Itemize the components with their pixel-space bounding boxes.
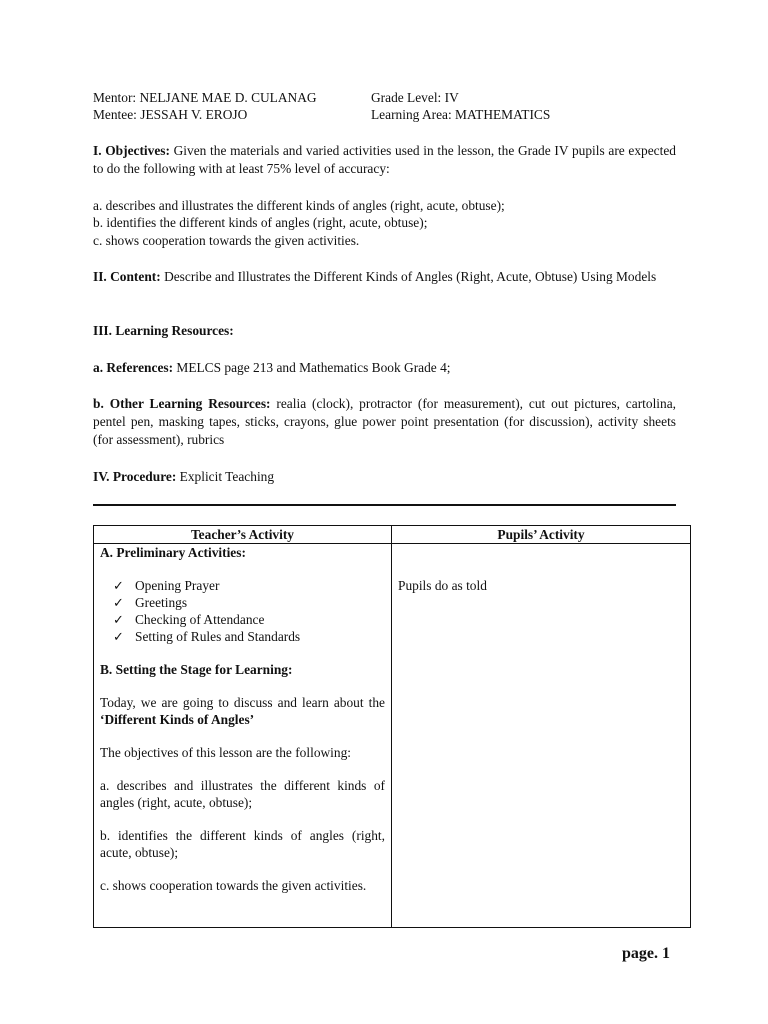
teacher-activity-content (100, 544, 385, 927)
teacher-activity-cell (94, 544, 392, 928)
lesson-objective-c: c. shows cooperation towards the given activities. (100, 878, 367, 893)
area-label: Learning Area: (371, 107, 452, 122)
pupils-activity-header: Pupils’ Activity (392, 526, 691, 544)
objectives-heading: I. Objectives: (93, 143, 170, 158)
setting-stage-heading: B. Setting the Stage for Learning: (100, 662, 293, 677)
other-resources-text: realia (clock), protractor (for measurement), cut out pictures, cartolina, pentel pen, masking tapes, sticks, crayons, glue power point presentation (for discussion), activity sheets (for assessment), rubrics (93, 396, 676, 447)
today-topic: ‘Different Kinds of Angles’ (100, 712, 255, 727)
grade-level-line (371, 89, 459, 107)
other-resources-paragraph (93, 395, 676, 449)
references-label: a. References: (93, 360, 174, 375)
references-text: MELCS page 213 and Mathematics Book Grade 4; (176, 360, 451, 375)
grade-label: Grade Level: (371, 90, 442, 105)
mentor-label: Mentor: (93, 90, 137, 105)
pupils-activity-cell (392, 544, 691, 928)
page-number: page. 1 (622, 945, 670, 962)
content-heading: II. Content: (93, 269, 161, 284)
list-item (113, 577, 385, 594)
list-item (113, 594, 385, 611)
objective-item-c: c. shows cooperation towards the given activities. (93, 233, 360, 248)
preliminary-checklist (113, 577, 385, 645)
checklist-label: Checking of Attendance (135, 612, 265, 627)
today-paragraph (100, 694, 385, 728)
resources-heading: III. Learning Resources: (93, 323, 234, 338)
content-text: Describe and Illustrates the Different Kinds of Angles (Right, Acute, Obtuse) Using Models (164, 269, 657, 284)
objective-item-a: a. describes and illustrates the different kinds of angles (right, acute, obtuse); (93, 198, 505, 213)
procedure-table (93, 525, 691, 928)
checkmark-icon: ✓ (113, 629, 124, 644)
checkmark-icon: ✓ (113, 595, 124, 610)
list-item (113, 628, 385, 645)
checklist-label: Greetings (135, 595, 188, 610)
learning-area-line (371, 106, 550, 124)
checkmark-icon: ✓ (113, 578, 124, 593)
grade-value: IV (444, 90, 459, 105)
area-value: MATHEMATICS (455, 107, 551, 122)
procedure-text: Explicit Teaching (179, 469, 275, 484)
teacher-activity-header: Teacher’s Activity (94, 526, 392, 544)
checklist-label: Setting of Rules and Standards (135, 629, 301, 644)
checklist-label: Opening Prayer (135, 578, 220, 593)
mentor-line (93, 89, 317, 107)
lesson-objective-b: b. identifies the different kinds of angles (right, acute, obtuse); (100, 828, 385, 860)
section-divider (93, 504, 676, 506)
mentee-name: JESSAH V. EROJO (140, 107, 248, 122)
objective-item-b: b. identifies the different kinds of angles (right, acute, obtuse); (93, 215, 428, 230)
objectives-paragraph (93, 142, 676, 178)
list-item (113, 611, 385, 628)
references-line (93, 359, 451, 377)
lesson-objectives-intro: The objectives of this lesson are the following: (100, 745, 352, 760)
content-paragraph (93, 268, 676, 286)
checkmark-icon: ✓ (113, 612, 124, 627)
procedure-line (93, 468, 274, 486)
mentee-line (93, 106, 247, 124)
other-resources-label: b. Other Learning Resources: (93, 396, 271, 411)
pupils-response: Pupils do as told (398, 578, 487, 593)
mentee-label: Mentee: (93, 107, 137, 122)
today-text: Today, we are going to discuss and learn about the (100, 695, 385, 710)
mentor-name: NELJANE MAE D. CULANAG (139, 90, 317, 105)
table-header-row (94, 526, 691, 544)
table-row (94, 544, 691, 928)
preliminary-heading: A. Preliminary Activities: (100, 545, 246, 560)
objectives-intro: Given the materials and varied activities used in the lesson, the Grade IV pupils are expected to do the following with at least 75% level of accuracy: (93, 143, 676, 176)
procedure-heading: IV. Procedure: (93, 469, 177, 484)
lesson-objective-a: a. describes and illustrates the different kinds of angles (right, acute, obtuse); (100, 778, 385, 810)
